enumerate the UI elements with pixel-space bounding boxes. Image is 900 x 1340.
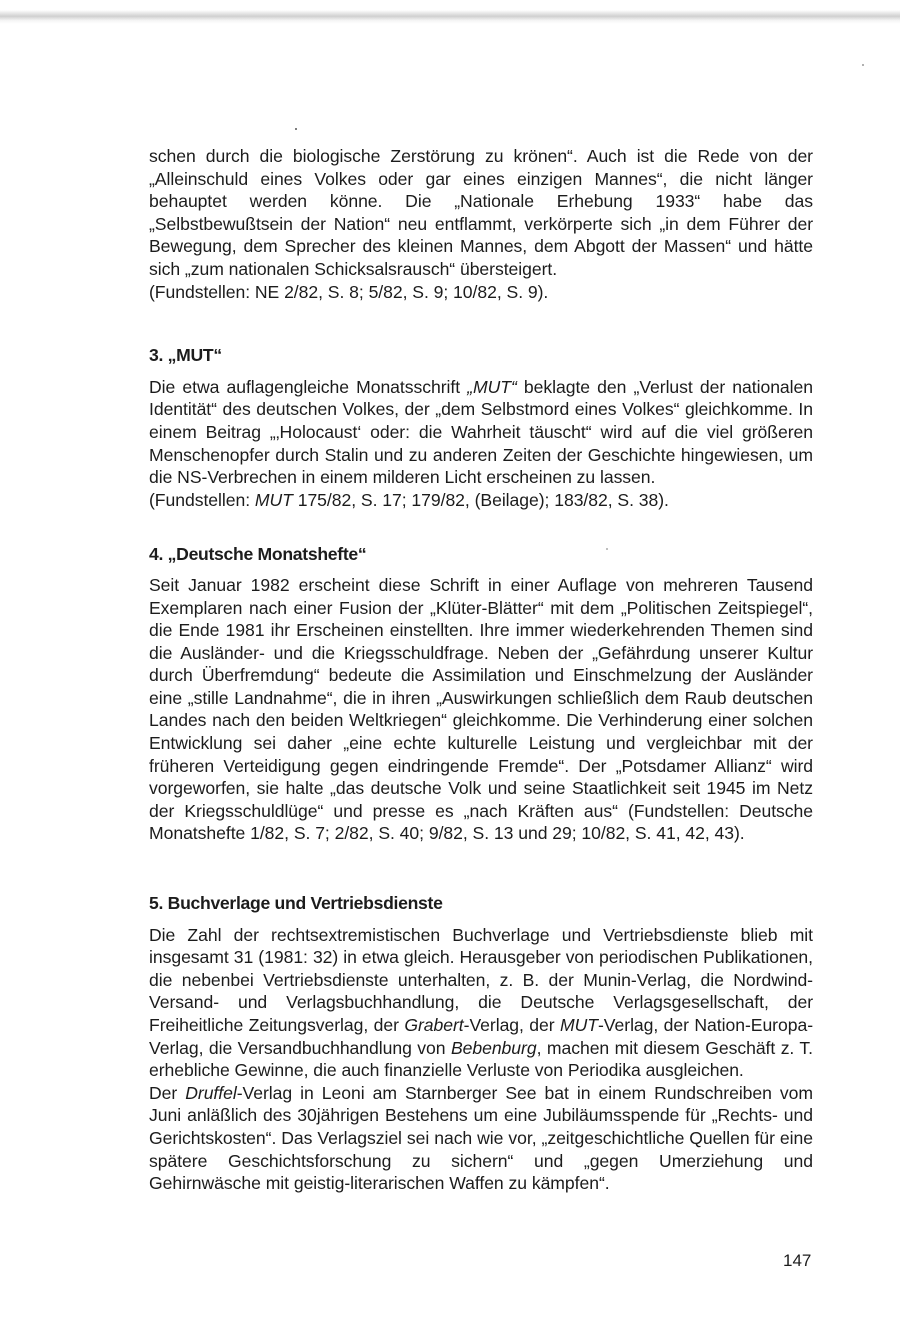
section-paragraph — [149, 376, 813, 489]
text-run: -Verlag, der — [463, 1015, 561, 1035]
document-page — [149, 145, 813, 1195]
intro-sources: (Fundstellen: NE 2/82, S. 8; 5/82, S. 9; 10/82, S. 9). — [149, 281, 549, 302]
scan-speck — [295, 128, 297, 130]
section-paragraph — [149, 1082, 813, 1195]
section-heading: 5. Buchverlage und Vertriebsdienste — [149, 893, 443, 914]
text-run: beklagte den „Verlust der nationalen Identität“ des deutschen Volkes, der „dem Selbstmord eines Volkes“ gleichkomme. In einem Beitrag „‚Holocaust‘ oder: die Wahrheit täuscht“ wird auf die viel größeren Menschenopfer durch Stalin und zu anderen Zeiten der Geschichte hingewiesen, um die NS-Verbrechen in einem milderen Licht erscheinen zu lassen. — [149, 376, 813, 488]
section-paragraph: Seit Januar 1982 erscheint diese Schrift in einer Auflage von mehreren Tausend Exemplaren nach einer Fusion der „Klüter-Blätter“ mit dem „Politischen Zeitspiegel“, die Ende 1981 ihr Erscheinen einstellten. Ihre immer wiederkehrenden Themen sind die Ausländer- und die Kriegsschuldfrage. Neben der „Gefährdung unserer Kultur durch Überfremdung“ bedeute die Assimilation und Einschmelzung der Ausländer eine „stille Landnahme“, die in ihren „Auswirkungen schließlich dem Raub deutschen Landes nach den beiden Weltkriegen“ gleichkomme. Die Verhinderung einer solchen Entwicklung sei daher „eine echte kulturelle Leistung und vergleichbar mit der früheren Verteidigung gegen eindringende Fremde“. Der „Potsdamer Allianz“ wird vorgeworfen, sie halte „das deutsche Volk und seine Staatlichkeit seit 1945 im Netz der Kriegsschuldlüge“ und presse es „nach Kräften aus“ (Fundstellen: Deutsche Monatshefte 1/82, S. 7; 2/82, S. 40; 9/82, S. 13 und 29; 10/82, S. 41, 42, 43). — [149, 574, 813, 844]
text-run: (Fundstellen: — [149, 489, 255, 510]
section-sources — [149, 489, 813, 512]
publication-title: MUT — [254, 489, 293, 510]
section-heading: 3. „MUT“ — [149, 345, 222, 366]
scan-edge-shadow — [0, 10, 900, 24]
scan-speck — [862, 64, 864, 66]
text-run: Die etwa auflagengleiche Monatsschrift — [149, 376, 468, 397]
publisher-name: Grabert — [404, 1015, 464, 1035]
page-number: 147 — [783, 1251, 812, 1270]
text-run: 175/82, S. 17; 179/82, (Beilage); 183/82, S. 38). — [292, 489, 669, 510]
text-run: , machen mit diesem Geschäft z. T. erhebliche Gewinne, die auch finanzielle Verluste von Periodika ausgleichen. — [149, 1037, 813, 1081]
intro-section — [149, 145, 813, 303]
text-run: Die Zahl der rechtsextremistischen Buchverlage und Vertriebsdienste blieb mit insgesamt 31 (1981: 32) in etwa gleich. Herausgeber von periodischen Publikationen, die nebenbei Vertriebsdienste unterhalten, z. B. der Munin-Verlag, die Nordwind-Versand- und Verlagsbuchhandlung, die Deutsche Verlagsgesellschaft, der Freiheitliche Zeitungsverlag, der — [149, 924, 813, 1035]
publication-title: „MUT“ — [467, 376, 517, 397]
publisher-name: Druffel — [185, 1082, 237, 1103]
text-run: -Verlag, der Nation-Europa-Verlag, die Versandbuchhandlung von — [149, 1015, 813, 1058]
section-buchverlage — [149, 892, 813, 1195]
intro-paragraph: schen durch die biologische Zerstörung zu krönen“. Auch ist die Rede von der „Alleinschuld eines Volkes oder gar eines einzigen Mannes“, die nicht länger behauptet werden könne. Die „Nationale Erhebung 1933“ habe das „Selbstbewußtsein der Nation“ neu entflammt, verkörperte sich „in dem Führer der Bewegung, dem Sprecher des kleinen Mannes, dem Abgott der Massen“ und hätte sich „zum nationalen Schicksalsrausch“ übersteigert. — [149, 146, 813, 279]
publisher-name: MUT — [560, 1015, 598, 1035]
section-heading: 4. „Deutsche Monatshefte“ — [149, 544, 367, 565]
section-deutsche-monatshefte — [149, 543, 813, 845]
text-run: -Verlag in Leoni am Starnberger See bat in einem Rundschreiben vom Juni anläßlich des 30jährigen Bestehens um eine Jubiläumsspende für „Rechts- und Gerichtskosten“. Das Verlagsziel sei nach wie vor, „zeitgeschichtliche Quellen für eine spätere Geschichtsforschung zu sichern“ und „gegen Umerziehung und Gehirnwäsche mit geistig-literarischen Waffen zu kämpfen“. — [149, 1082, 813, 1194]
text-run: Der — [149, 1082, 186, 1103]
section-mut — [149, 344, 813, 511]
section-paragraph — [149, 924, 813, 1082]
publisher-name: Bebenburg — [450, 1037, 537, 1058]
